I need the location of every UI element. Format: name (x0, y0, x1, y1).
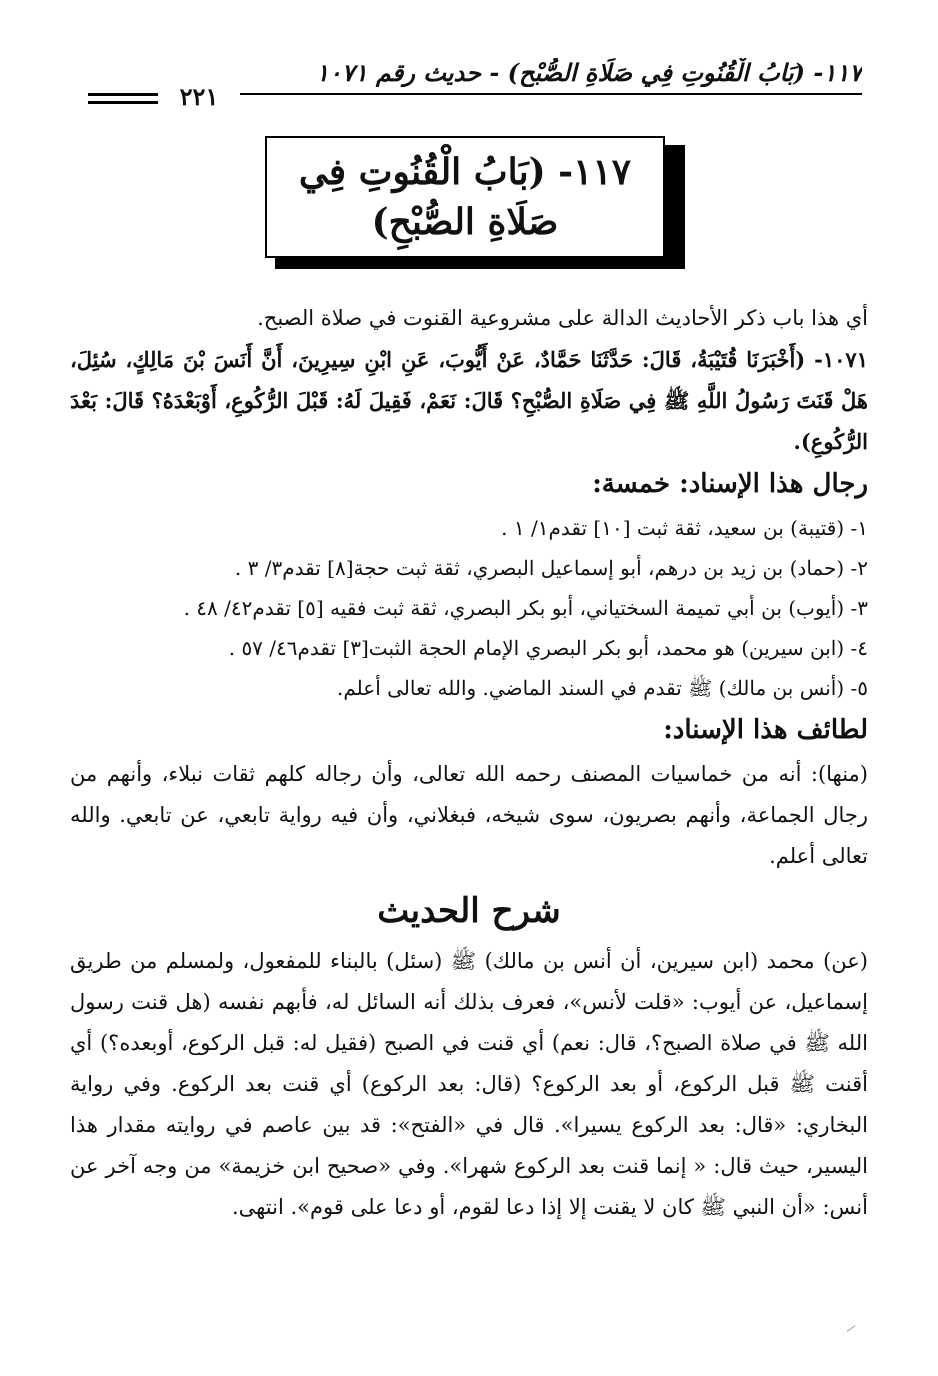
page-number: ٢٢١ (179, 82, 219, 111)
sharh-heading: شرح الحديث (377, 891, 561, 931)
chapter-title-box (265, 136, 665, 258)
sharh-paragraph: (عن) محمد (ابن سيرين، أن أنس بن مالك) ﷺ (سئل) بالبناء للمفعول، ولمسلم من طريق إسماعيل، عن أيوب: «قلت لأنس»، فعرف بذلك أنه السائل له، فأبهم نفسه (هل قنت رسول الله ﷺ في صلاة الصبح؟، قال: نعم) أي قنت في الصبح (فقيل له: قبل الركوع، أوبعده؟) أي أقنت ﷺ قبل الركوع، أو بعد الركوع؟ (قال: بعد الركوع) أي قنت بعد الركوع. وفي رواية البخاري: «قال: بعد الركوع يسيرا». قال في «الفتح»: قد بين عاصم في روايته مقدار هذا اليسير، حيث قال: « إنما قنت بعد الركوع شهرا». وفي «صحيح ابن خزيمة» من وجه آخر عن أنس: «أن النبي ﷺ كان لا يقنت إلا إذا دعا لقوم، أو دعا على قوم». انتهى. (70, 949, 868, 1219)
narrator-item: ٤- (ابن سيرين) هو محمد، أبو بكر البصري الإمام الحجة الثبت[٣] تقدم٤٦/ ٥٧ . (228, 636, 868, 660)
narrator-item: ١- (قتيبة) بن سعيد، ثقة ثبت [١٠] تقدم١/ ١ . (501, 516, 868, 540)
page-mark (847, 1325, 856, 1332)
hadith-text: ١٠٧١- (أَخْبَرَنَا قُتَيْبَةُ، قَالَ: حَدَّثَنَا حَمَّادٌ، عَنْ أَيُّوبَ، عَنِ ابْنِ سِيرِينَ، أَنَّ أَنَسَ بْنَ مَالِكٍ، سُئِلَ، هَلْ قَنَتَ رَسُولُ اللَّهِ ﷺ فِي صَلَاةِ الصُّبْحِ؟ قَالَ: نَعَمْ، فَقِيلَ لَهُ: قَبْلَ الرُّكُوعِ، أَوْبَعْدَهُ؟ قَالَ: بَعْدَ الرُّكُوعِ). (70, 347, 868, 454)
narrators-list (70, 508, 868, 708)
running-header-title: ١١٧- (بَابُ الْقُنُوتِ فِي صَلَاةِ الصُّبْحِ) - حديث رقم ١٠٧١ (316, 58, 862, 87)
narrators-heading: رجال هذا الإسناد: خمسة: (592, 469, 868, 499)
intro-paragraph: أي هذا باب ذكر الأحاديث الدالة على مشروعية القنوت في صلاة الصبح. (257, 306, 868, 330)
lataif-heading: لطائف هذا الإسناد: (663, 715, 868, 745)
header-double-rule-top (88, 93, 158, 96)
narrator-item: ٣- (أيوب) بن أبي تميمة السختياني، أبو بكر البصري، ثقة ثبت فقيه [٥] تقدم٤٢/ ٤٨ . (183, 596, 868, 620)
narrator-item: ٥- (أنس بن مالك) ﷺ تقدم في السند الماضي. والله تعالى أعلم. (336, 676, 868, 700)
header-double-rule-bottom (88, 101, 158, 104)
main-text (70, 298, 868, 1228)
chapter-title: ١١٧- (بَابُ الْقُنُوتِ فِي صَلَاةِ الصُّبْحِ) (298, 151, 632, 243)
lataif-paragraph: (منها): أنه من خماسيات المصنف رحمه الله تعالى، وأن رجاله كلهم ثقات نبلاء، وأنهم من رجال الجماعة، وأنهم بصريون، سوى شيخه، فبغلاني، وأن فيه رواية تابعي، عن تابعي. والله تعالى أعلم. (70, 762, 868, 868)
narrator-item: ٢- (حماد) بن زيد بن درهم، أبو إسماعيل البصري، ثقة ثبت حجة[٨] تقدم٣/ ٣ . (234, 556, 868, 580)
header-rule (240, 93, 862, 95)
